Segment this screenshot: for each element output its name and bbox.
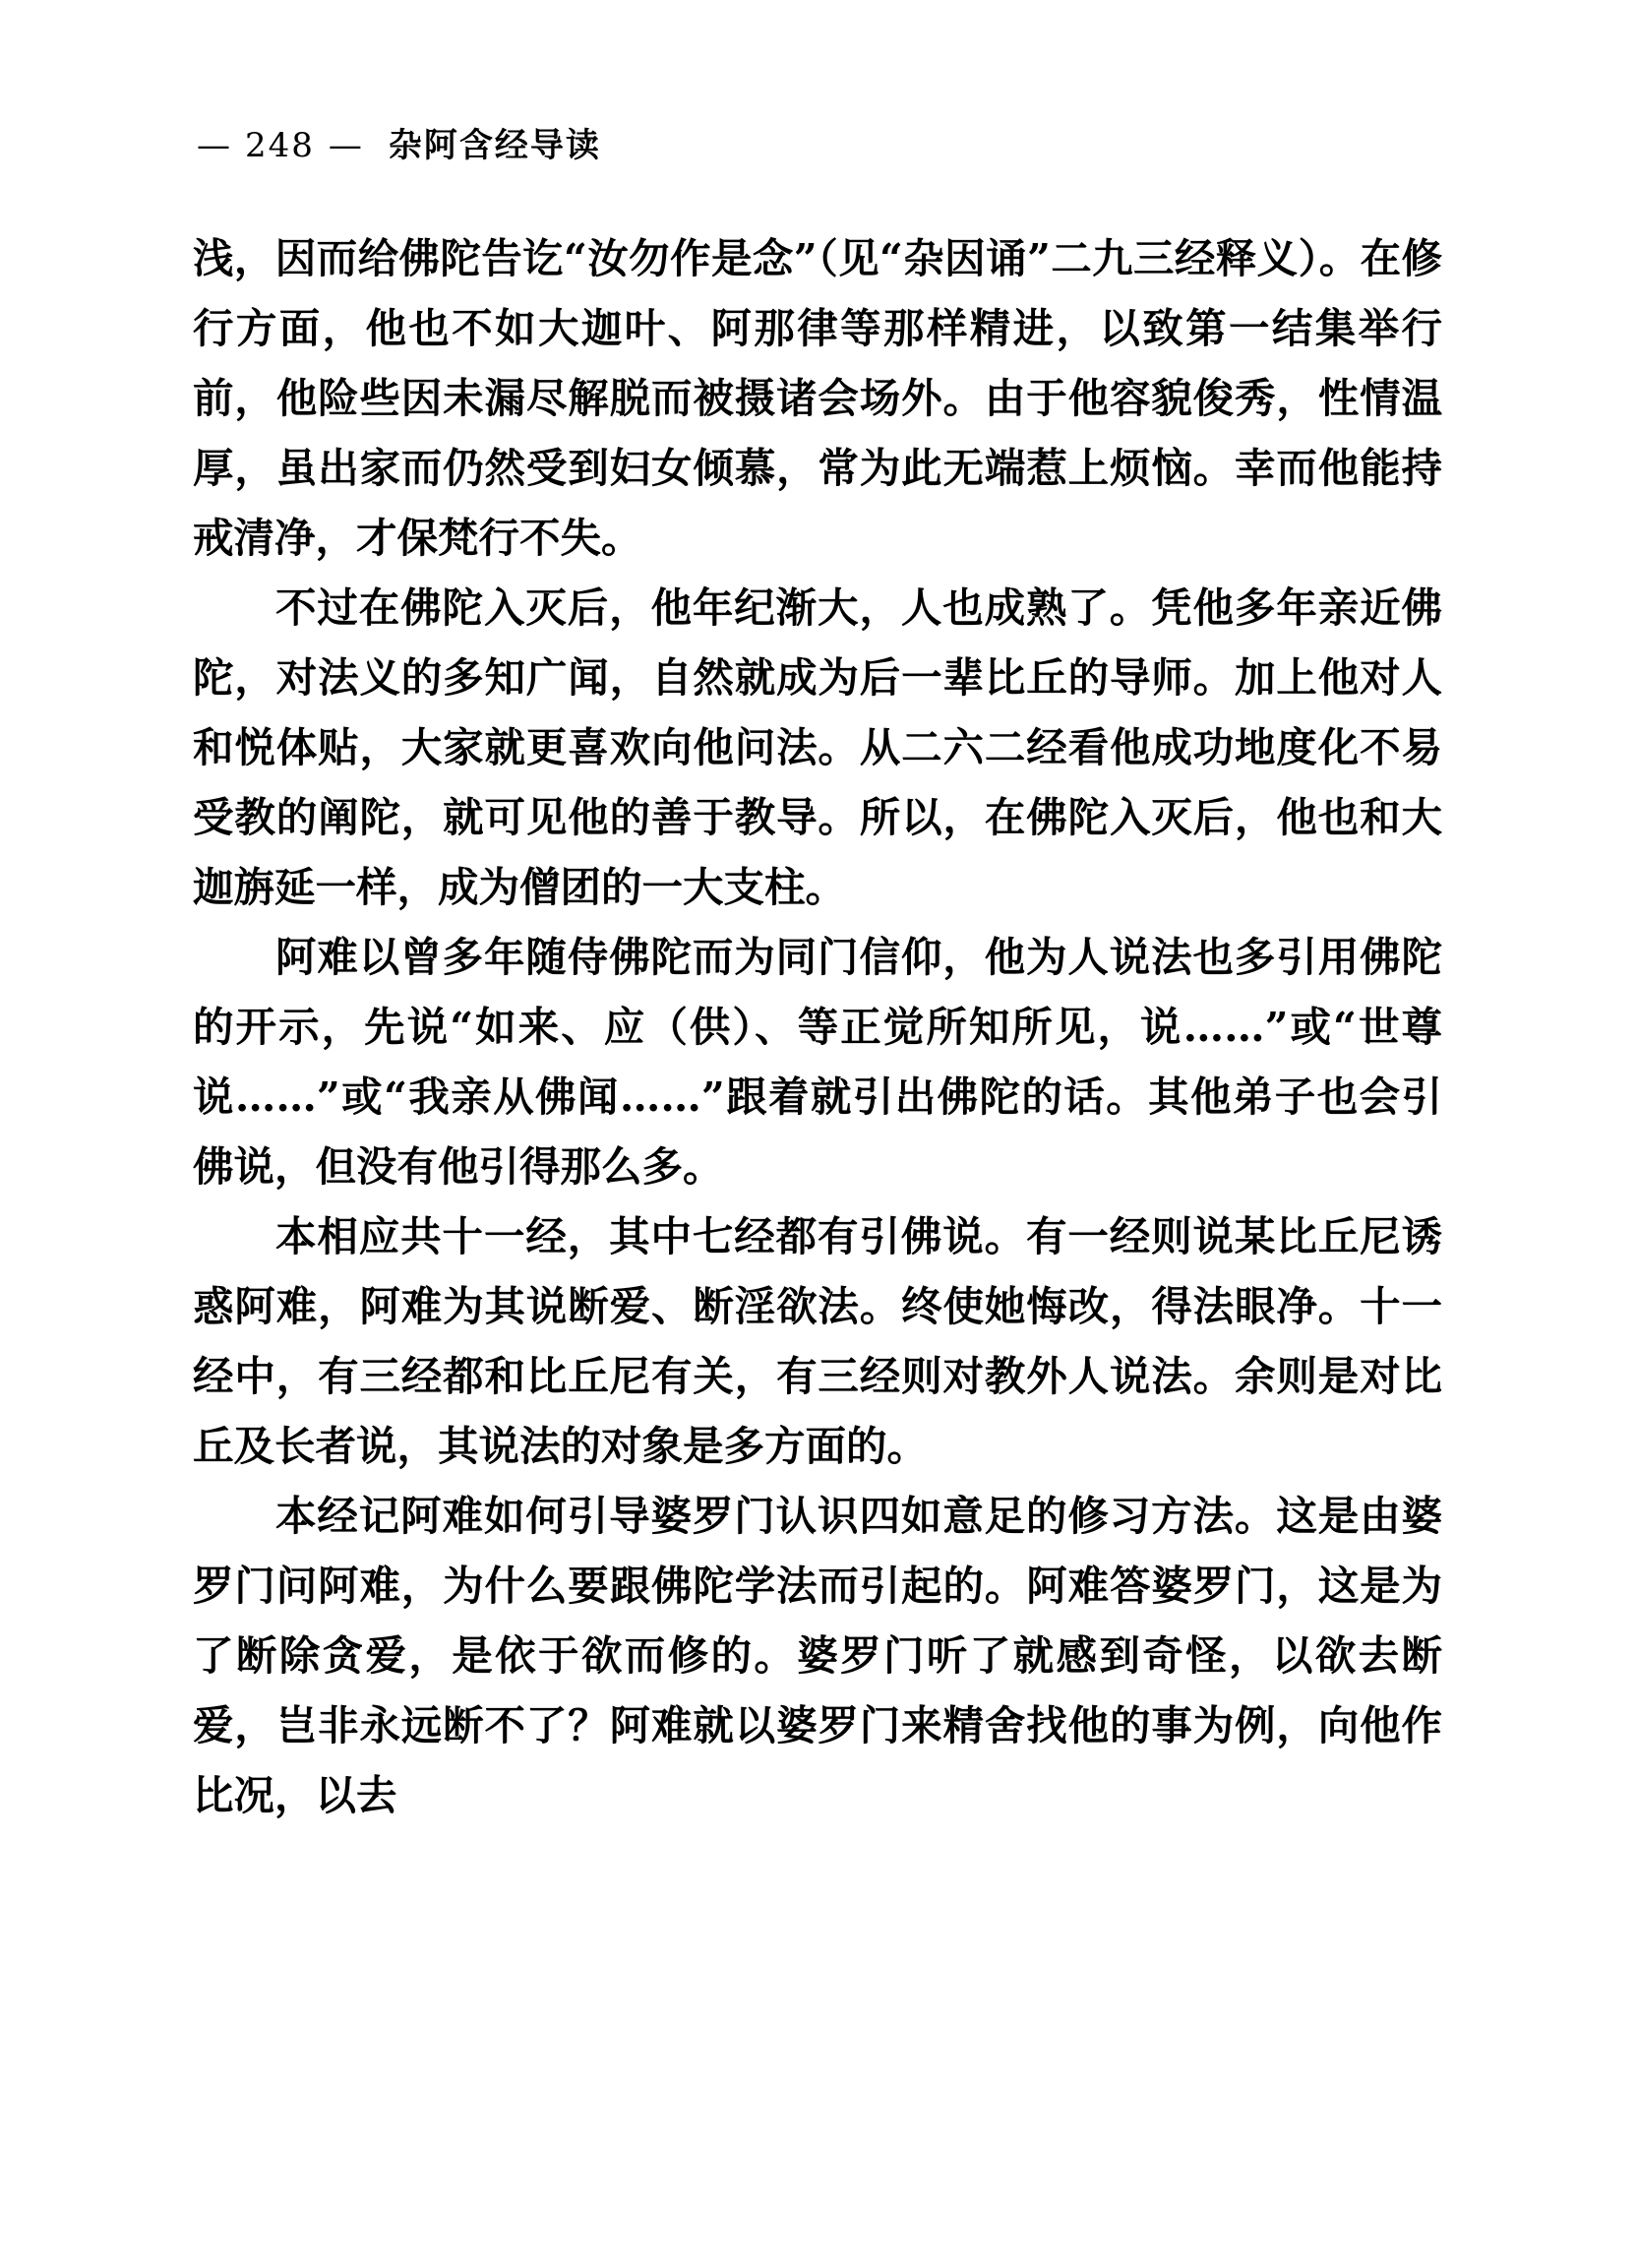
paragraph-4: 本相应共十一经，其中七经都有引佛说。有一经则说某比丘尼诱惑阿难，阿难为其说断爱、断淫欲法。终使她悔改，得法眼净。十一经中，有三经都和比丘尼有关，有三经则对教外人说法。余则是对比丘及长者说，其说法的对象是多方面的。	[193, 1212, 1442, 1470]
book-title: 杂阿含经导读	[388, 126, 601, 165]
paragraph-3: 阿难以曾多年随侍佛陀而为同门信仰，他为人说法也多引用佛陀的开示，先说“如来、应（供）、等正觉所知所见，说……”或“世尊说……”或“我亲从佛闻……”跟着就引出佛陀的话。其他弟子也会引佛说，但没有他引得那么多。	[193, 933, 1442, 1191]
paragraph-5: 本经记阿难如何引导婆罗门认识四如意足的修习方法。这是由婆罗门问阿难，为什么要跟佛陀学法而引起的。阿难答婆罗门，这是为了断除贪爱，是依于欲而修的。婆罗门听了就感到奇怪，以欲去断爱，岂非永远断不了？阿难就以婆罗门来精舍找他的事为例，向他作比况，以去	[193, 1492, 1442, 1819]
header-right-dash: —	[328, 126, 363, 165]
header-left-dash: —	[197, 126, 231, 165]
paragraph-1: 浅，因而给佛陀告讫“汝勿作是念”（见“杂因诵”二九三经释义）。在修行方面，他也不如大迦叶、阿那律等那样精进，以致第一结集举行前，他险些因未漏尽解脱而被摄诸会场外。由于他容貌俊秀，性情温厚，虽出家而仍然受到妇女倾慕，常为此无端惹上烦恼。幸而他能持戒清净，才保梵行不失。	[193, 234, 1442, 562]
page-content-area	[193, 118, 1442, 1830]
body-text	[193, 223, 1442, 1830]
page-header	[193, 118, 1442, 166]
paragraph-2: 不过在佛陀入灭后，他年纪渐大，人也成熟了。凭他多年亲近佛陀，对法义的多知广闻，自然就成为后一辈比丘的导师。加上他对人和悦体贴，大家就更喜欢向他问法。从二六二经看他成功地度化不易受教的阐陀，就可见他的善于教导。所以，在佛陀入灭后，他也和大迦旃延一样，成为僧团的一大支柱。	[193, 583, 1442, 911]
page-number: 248	[245, 126, 315, 165]
